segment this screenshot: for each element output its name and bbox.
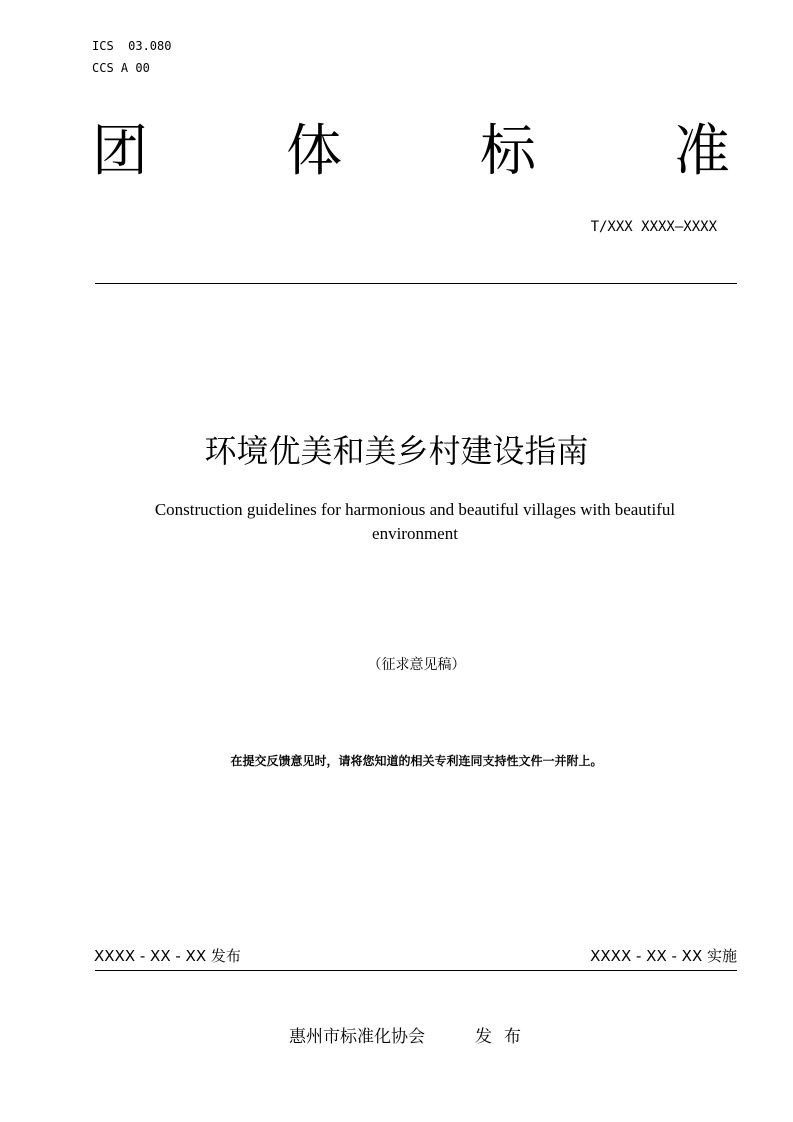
top-divider bbox=[95, 283, 737, 284]
implementation-date: XXXX - XX - XX 实施 bbox=[590, 947, 737, 965]
bottom-divider bbox=[95, 970, 737, 971]
publish-label: 发布 bbox=[475, 1027, 533, 1047]
standard-type-char: 标 bbox=[480, 119, 536, 184]
patent-notice: 在提交反馈意见时，请将您知道的相关专利连同支持性文件一并附上。 bbox=[230, 754, 603, 768]
english-title: Construction guidelines for harmonious and beautiful villages with beautiful environment bbox=[154, 500, 676, 543]
draft-status: （征求意见稿） bbox=[367, 657, 466, 673]
standard-type-char: 准 bbox=[674, 119, 730, 184]
standard-type-char: 体 bbox=[286, 119, 342, 184]
publisher-name: 惠州市标准化协会 bbox=[289, 1027, 425, 1047]
standard-type-char: 团 bbox=[92, 119, 148, 184]
ics-code: ICS 03.080 bbox=[92, 39, 172, 53]
standard-type-heading bbox=[92, 118, 730, 186]
standard-number: T/XXX XXXX—XXXX bbox=[590, 219, 717, 235]
ccs-code: CCS A 00 bbox=[92, 61, 150, 75]
chinese-title: 环境优美和美乡村建设指南 bbox=[204, 432, 589, 470]
issue-date: XXXX - XX - XX 发布 bbox=[94, 947, 241, 965]
